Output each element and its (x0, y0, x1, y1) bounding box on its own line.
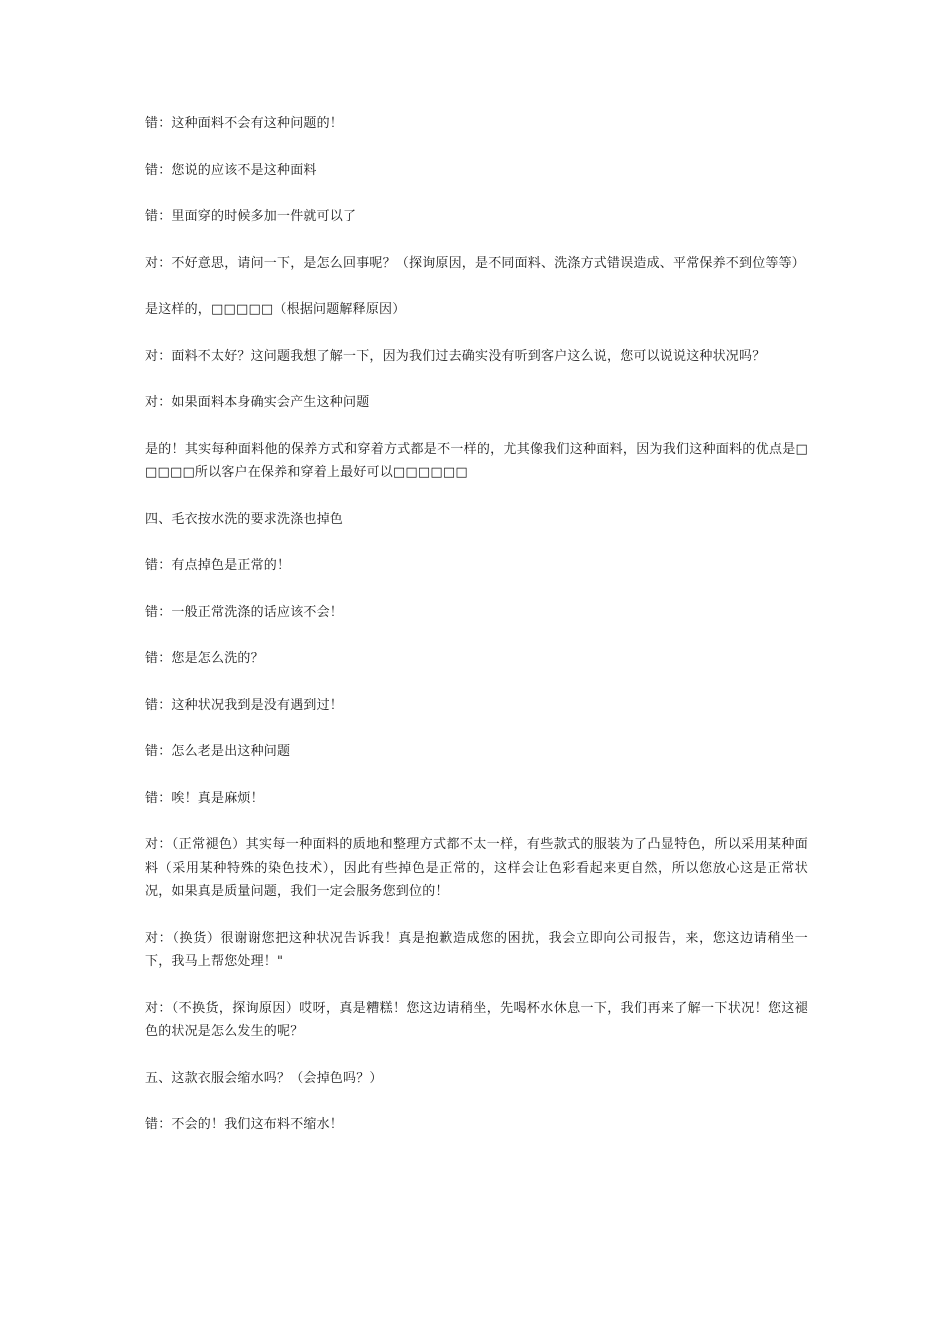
paragraph: 对：（不换货，探询原因）哎呀，真是糟糕！您这边请稍坐，先喝杯水休息一下，我们再来了解一下状况！您这褪色的状况是怎么发生的呢？ (145, 1000, 808, 1039)
paragraph: 错：这种状况我到是没有遇到过！ (145, 697, 344, 713)
paragraph: 对：（正常褪色）其实每一种面料的质地和整理方式都不太一样，有些款式的服装为了凸显特色，所以采用某种面料（采用某种特殊的染色技术），因此有些掉色是正常的，这样会让色彩看起来更自然，所以您放心这是正常状况，如果真是质量问题，我们一定会服务您到位的！ (145, 837, 808, 899)
paragraph: 是这样的，□□□□□（根据问题解释原因） (145, 302, 406, 317)
paragraph: 错：您说的应该不是这种面料 (145, 162, 317, 178)
section-heading: 五、这款衣服会缩水吗？（会掉色吗？） (145, 1070, 383, 1086)
paragraph: 对：（换货）很谢谢您把这种状况告诉我！真是抱歉造成您的困扰，我会立即向公司报告，来，您这边请稍坐一下，我马上帮您处理！" (145, 930, 808, 969)
paragraph: 错：里面穿的时候多加一件就可以了 (145, 209, 357, 224)
paragraph: 错：怎么老是出这种问题 (145, 744, 291, 759)
paragraph: 错：不会的！我们这布料不缩水！ (145, 1117, 344, 1132)
section-heading: 四、毛衣按水洗的要求洗涤也掉色 (145, 511, 344, 527)
paragraph: 错：这种面料不会有这种问题的！ (145, 116, 344, 131)
paragraph: 错：有点掉色是正常的！ (145, 558, 291, 573)
paragraph: 错：一般正常洗涤的话应该不会！ (145, 604, 344, 620)
paragraph: 是的！其实每种面料他的保养方式和穿着方式都是不一样的，尤其像我们这种面料，因为我们这种面料的优点是□□□□□所以客户在保养和穿着上最好可以□□□□□□ (145, 441, 808, 480)
paragraph: 对：如果面料本身确实会产生这种问题 (145, 395, 370, 410)
paragraph: 错：您是怎么洗的？ (145, 651, 264, 666)
paragraph: 错：唉！真是麻烦！ (145, 790, 264, 806)
paragraph: 对：不好意思，请问一下，是怎么回事呢？（探询原因，是不同面料、洗涤方式错误造成、平常保养不到位等等） (145, 255, 806, 271)
paragraph: 对：面料不太好？这问题我想了解一下，因为我们过去确实没有听到客户这么说，您可以说说这种状况吗？ (145, 348, 766, 364)
